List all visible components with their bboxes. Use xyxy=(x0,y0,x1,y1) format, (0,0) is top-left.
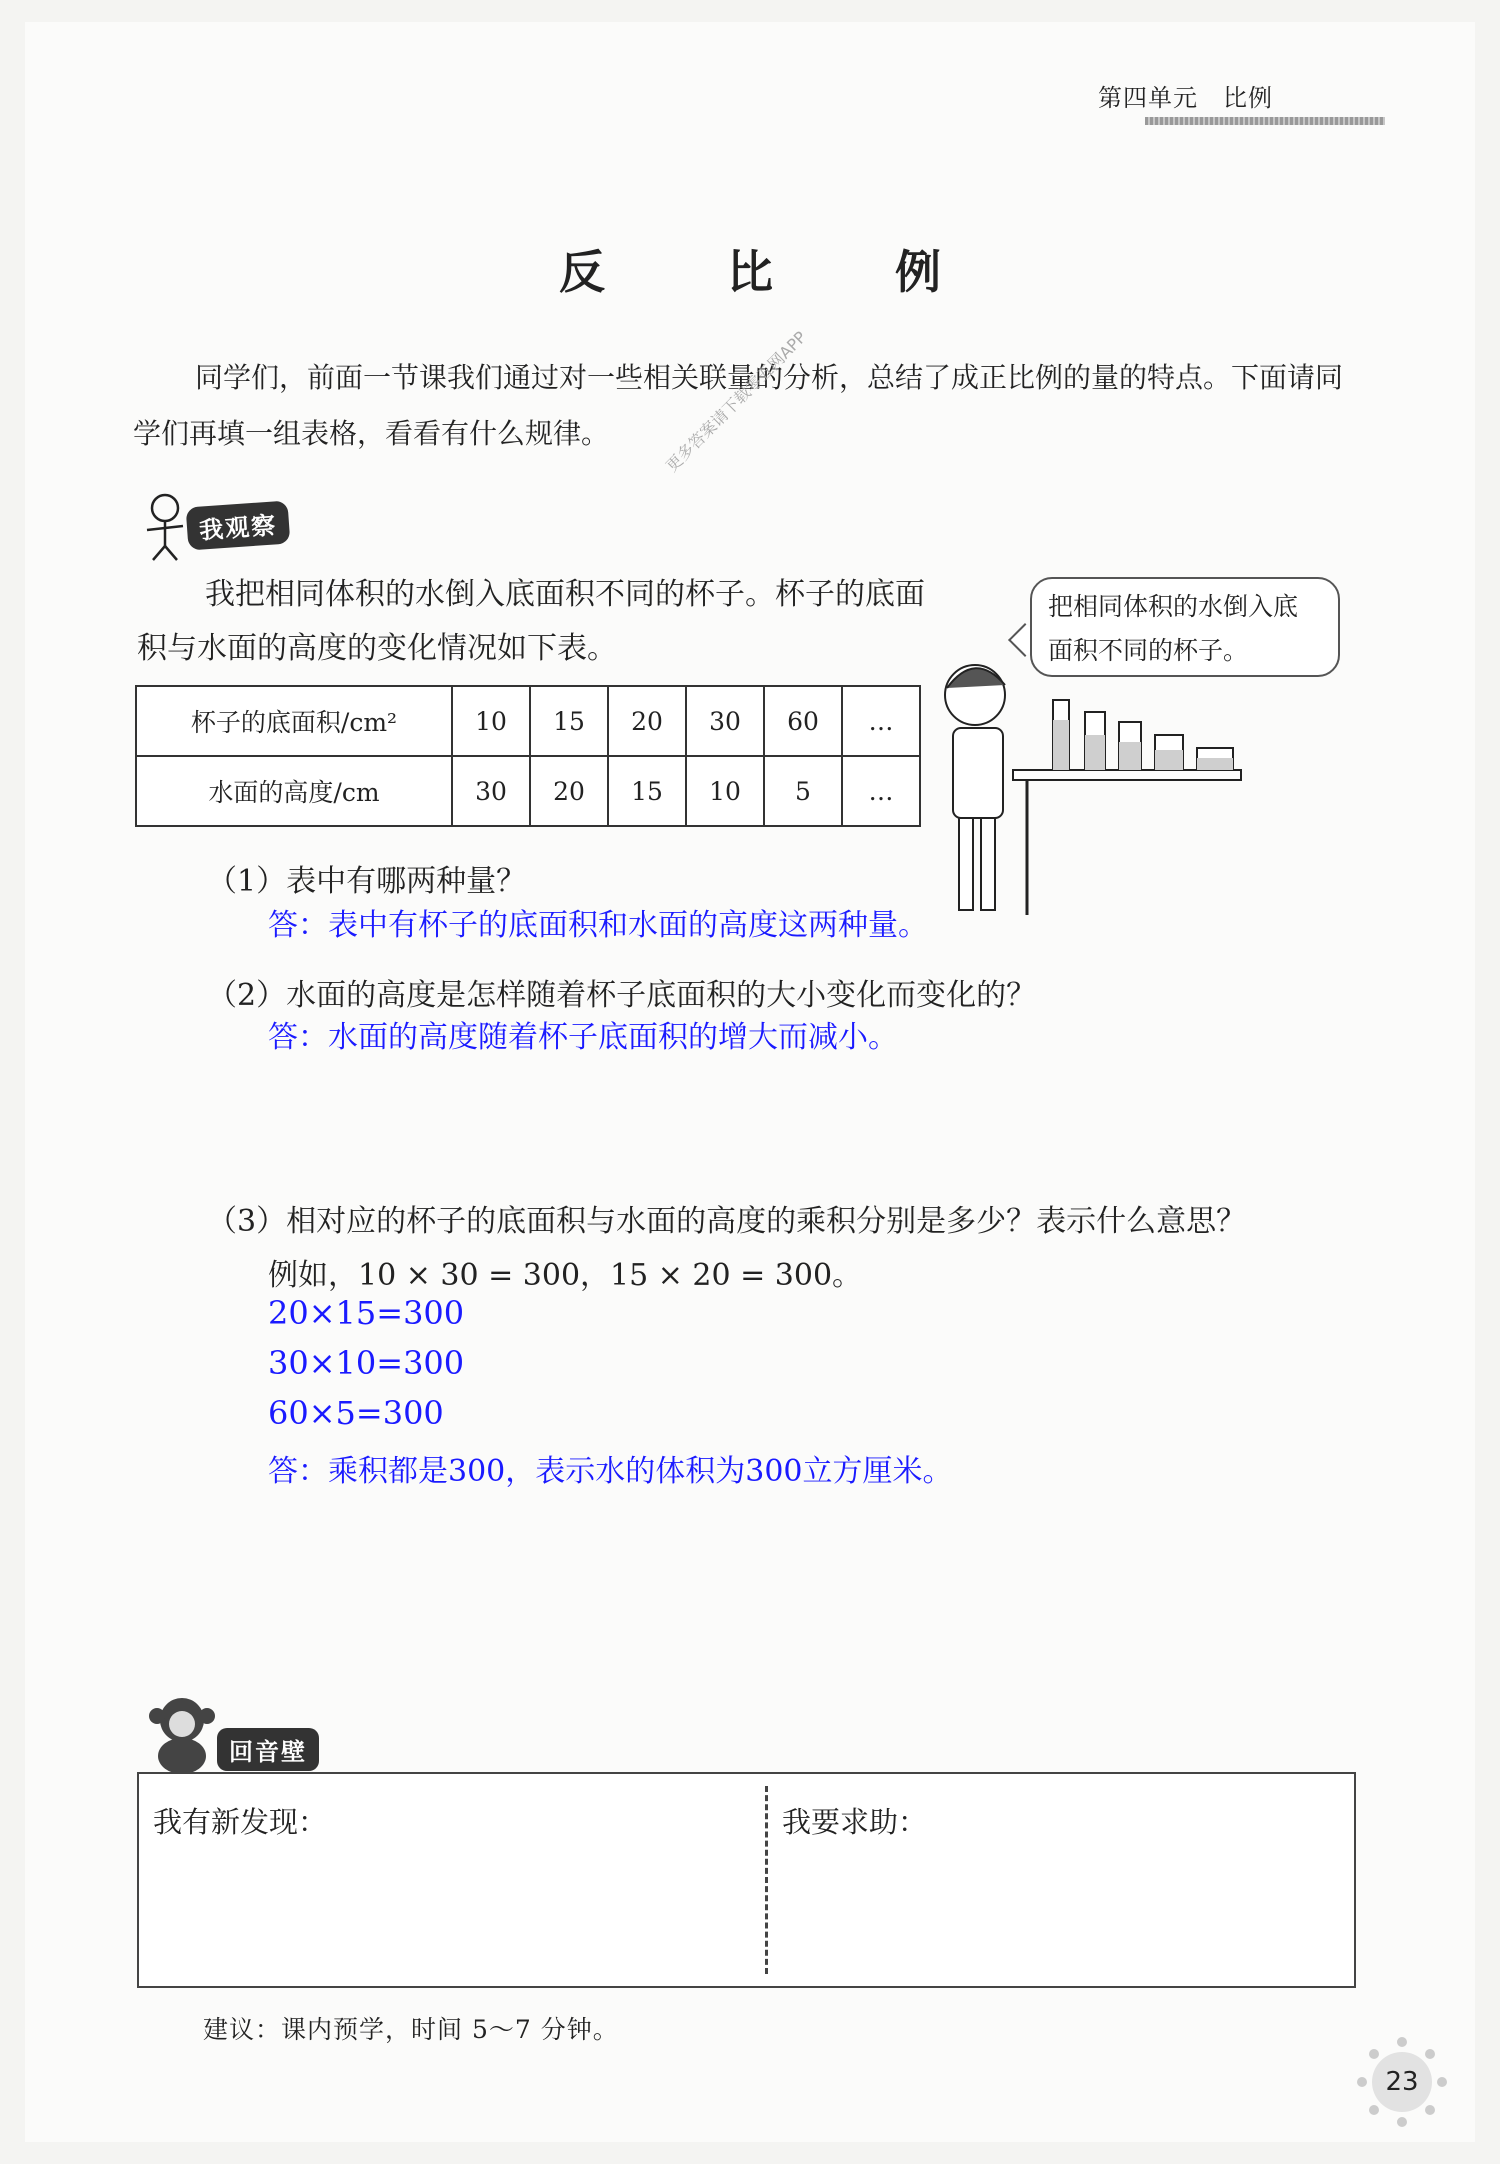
monkey-icon xyxy=(137,1690,227,1780)
table-cell: 60 xyxy=(764,686,842,756)
ask-help-label: 我要求助： xyxy=(782,1805,928,1839)
speech-bubble: 把相同体积的水倒入底面积不同的杯子。 xyxy=(1030,577,1340,677)
boy-with-cups-illustration xyxy=(915,640,1245,920)
table-row-label: 水面的高度/cm xyxy=(136,756,452,826)
table-row-label: 杯子的底面积/cm² xyxy=(136,686,452,756)
data-table xyxy=(135,685,921,827)
answer-3: 答：乘积都是300，表示水的体积为300立方厘米。 xyxy=(268,1454,953,1489)
table-cell: 15 xyxy=(608,756,686,826)
example-line: 例如，10 × 30 = 300，15 × 20 = 300。 xyxy=(268,1258,863,1293)
header-rule xyxy=(1145,117,1385,125)
observe-badge-label: 我观察 xyxy=(186,500,291,550)
observe-paragraph: 我把相同体积的水倒入底面积不同的杯子。杯子的底面积与水面的高度的变化情况如下表。 xyxy=(137,577,925,666)
table-cell: 20 xyxy=(530,756,608,826)
table-cell: 30 xyxy=(686,686,764,756)
unit-header: 第四单元 比例 xyxy=(1098,84,1273,112)
watermark: 更多答案请下载零五网APP xyxy=(662,327,811,476)
page-number: 23 xyxy=(1385,2067,1419,2097)
echo-wall-label: 回音壁 xyxy=(217,1728,319,1771)
calc-line: 60×5=300 xyxy=(268,1394,444,1432)
table-cell: 30 xyxy=(452,756,530,826)
echo-wall-badge xyxy=(137,1690,357,1780)
answer-1: 答：表中有杯子的底面积和水面的高度这两种量。 xyxy=(268,908,928,943)
table-cell: … xyxy=(842,686,920,756)
table-cell: 15 xyxy=(530,686,608,756)
new-discovery-label: 我有新发现： xyxy=(153,1805,328,1839)
dashed-divider xyxy=(765,1786,768,1974)
table-cell: 5 xyxy=(764,756,842,826)
observe-badge xyxy=(137,490,337,562)
question-1: （1）表中有哪两种量？ xyxy=(207,864,527,899)
question-2: （2）水面的高度是怎样随着杯子底面积的大小变化而变化的？ xyxy=(207,978,1037,1013)
table-cell: 20 xyxy=(608,686,686,756)
table-cell: 10 xyxy=(452,686,530,756)
table-cell: 10 xyxy=(686,756,764,826)
suggestion-text: 建议：课内预学，时间 5～7 分钟。 xyxy=(203,2015,619,2044)
question-3: （3）相对应的杯子的底面积与水面的高度的乘积分别是多少？表示什么意思？ xyxy=(207,1204,1247,1239)
calc-line: 30×10=300 xyxy=(268,1344,465,1382)
answer-2: 答：水面的高度随着杯子底面积的增大而减小。 xyxy=(268,1020,898,1055)
intro-paragraph: 同学们，前面一节课我们通过对一些相关联量的分析，总结了成正比例的量的特点。下面请同学们再填一组表格，看看有什么规律。 xyxy=(133,361,1344,450)
table-row xyxy=(136,756,920,826)
table-cell: … xyxy=(842,756,920,826)
echo-wall-box xyxy=(137,1772,1356,1988)
table-row xyxy=(136,686,920,756)
page-title: 反 比 例 xyxy=(559,245,979,299)
calc-line: 20×15=300 xyxy=(268,1294,465,1332)
